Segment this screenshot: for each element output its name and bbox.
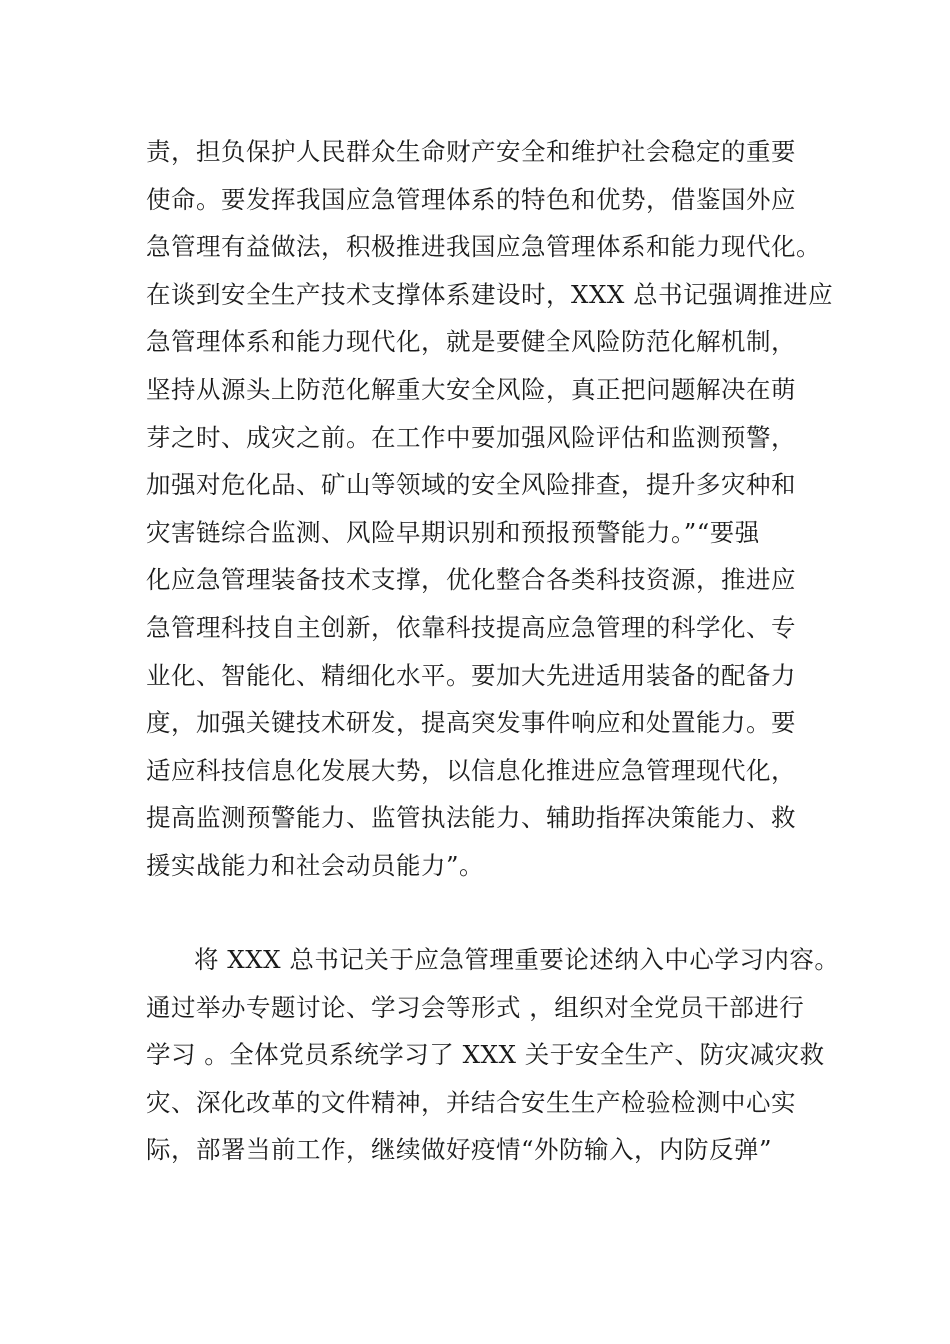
text-line: 提高监测预警能力、监管执法能力、辅助指挥决策能力、救 [146,803,796,833]
text-line: 坚持从源头上防范化解重大安全风险，真正把问题解决在萌 [146,374,796,404]
text-line: 芽之时、成灾之前。在工作中要加强风险评估和监测预警， [146,422,796,452]
text-line: 在谈到安全生产技术支撑体系建设时，XXX 总书记强调推进应 [146,279,834,309]
text-line: 灾、深化改革的文件精神，并结合安生生产检验检测中心实 [146,1087,796,1117]
text-line: 急管理科技自主创新，依靠科技提高应急管理的科学化、专 [146,612,796,642]
text-line: 化应急管理装备技术支撑，优化整合各类科技资源，推进应 [146,565,796,595]
text-line: 使命。要发挥我国应急管理体系的特色和优势，借鉴国外应 [146,184,796,214]
text-line: 加强对危化品、矿山等领域的安全风险排查，提升多灾种和 [146,470,796,500]
text-line: 业化、智能化、精细化水平。要加大先进适用装备的配备力 [146,660,796,690]
text-line: 学习 。全体党员系统学习了 XXX 关于安全生产、防灾减灾救 [146,1040,825,1070]
paragraph-2 [146,936,840,1174]
text-line: 际，部署当前工作，继续做好疫情“外防输入，内防反弹” [146,1135,773,1165]
text-line: 度，加强关键技术研发，提高突发事件响应和处置能力。要 [146,708,796,738]
text-line: 将 XXX 总书记关于应急管理重要论述纳入中心学习内容。 [194,945,840,974]
text-line: 急管理有益做法，积极推进我国应急管理体系和能力现代化。 [146,232,821,262]
text-line: 适应科技信息化发展大势，以信息化推进应急管理现代化， [146,755,796,785]
paragraph-1 [146,128,834,890]
text-line: 责，担负保护人民群众生命财产安全和维护社会稳定的重要 [146,137,796,166]
text-line: 灾害链综合监测、风险早期识别和预报预警能力。”“要强 [146,517,760,547]
text-line: 通过举办专题讨论、学习会等形式 ，组织对全党员干部进行 [146,992,805,1022]
text-line: 援实战能力和社会动员能力”。 [146,850,485,880]
text-line: 急管理体系和能力现代化，就是要健全风险防范化解机制， [146,327,796,357]
